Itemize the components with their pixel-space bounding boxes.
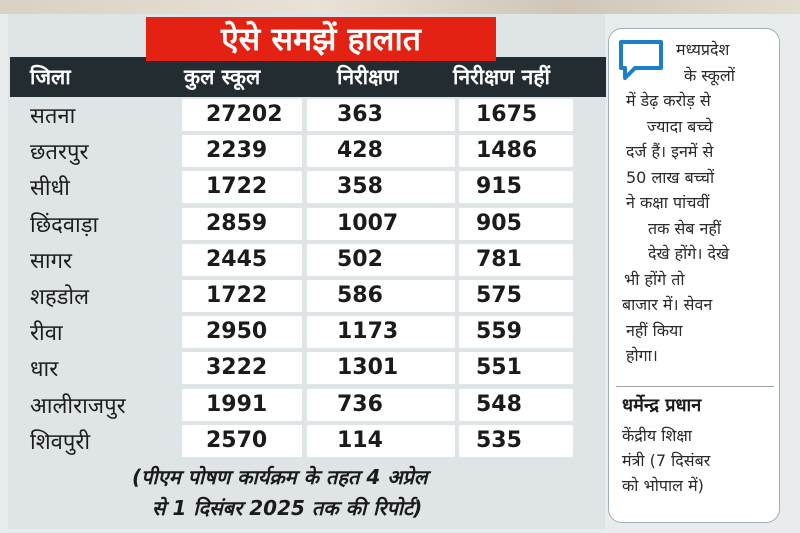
quote-line: होगा। <box>626 346 658 365</box>
cell-not-inspected: 535 <box>476 427 522 453</box>
quote-line: ने कक्षा पांचवीं <box>626 193 710 212</box>
cell-not-inspected: 559 <box>476 319 522 345</box>
cell-inspected: 736 <box>337 391 383 417</box>
cell-not-inspected: 1675 <box>476 102 538 127</box>
cell-schools: 3222 <box>206 355 268 381</box>
column-header-not-inspected: निरीक्षण नहीं <box>453 65 550 89</box>
cell-inspected: 502 <box>337 246 383 272</box>
cell-not-inspected: 915 <box>476 174 522 200</box>
district-cell: छतरपुर <box>30 140 89 166</box>
quote-divider <box>616 386 774 387</box>
quote-line: मध्यप्रदेश <box>676 40 730 59</box>
cell-inspected: 363 <box>337 102 383 127</box>
district-cell: छिंदवाड़ा <box>30 212 99 238</box>
column-header-district: जिला <box>30 65 71 89</box>
cell-not-inspected: 575 <box>476 283 522 308</box>
quote-line: के स्कूलों <box>684 65 735 85</box>
speaker-role-line: मंत्री (7 दिसंबर <box>622 451 711 470</box>
cell-not-inspected: 905 <box>476 210 522 236</box>
cell-schools: 2950 <box>206 319 268 345</box>
quote-line: नहीं किया <box>626 320 683 340</box>
cell-schools: 1722 <box>206 283 268 308</box>
district-cell: आलीराजपुर <box>30 393 126 419</box>
quote-line: में डेढ़ करोड़ से <box>626 91 711 110</box>
cell-not-inspected: 1486 <box>476 138 538 164</box>
cell-not-inspected: 551 <box>476 355 522 381</box>
cell-not-inspected: 781 <box>476 246 522 272</box>
district-cell: शहडोल <box>30 285 90 310</box>
cell-schools: 1722 <box>206 174 268 200</box>
cell-inspected: 428 <box>337 138 383 164</box>
quote-line: ज्यादा बच्चे <box>647 116 713 136</box>
quote-icon <box>619 40 663 80</box>
speaker-name: धर्मेन्द्र प्रधान <box>622 395 702 416</box>
previous-article-strip <box>0 0 800 14</box>
speaker-role-line: केंद्रीय शिक्षा <box>622 426 692 445</box>
headline: ऐसे समझें हालात <box>146 17 496 61</box>
cell-inspected: 1007 <box>337 210 399 236</box>
cell-schools: 2445 <box>206 246 268 272</box>
column-header-total-schools: कुल स्कूल <box>184 65 261 89</box>
speaker-role-line: को भोपाल में) <box>622 476 704 495</box>
quote-line: 50 लाख बच्चों <box>626 167 715 187</box>
quote-line: बाजार में। सेवन <box>622 295 713 314</box>
quote-line: देखे होंगे। देखे <box>648 244 730 263</box>
district-cell: सागर <box>30 248 72 274</box>
quote-line: भी होंगे तो <box>624 269 685 289</box>
quote-line: दर्ज हैं। इनमें से <box>626 142 714 161</box>
cell-schools: 1991 <box>206 391 268 417</box>
district-cell: रीवा <box>30 321 63 347</box>
cell-schools: 2239 <box>206 138 268 164</box>
district-cell: धार <box>30 357 59 383</box>
cell-schools: 2570 <box>206 427 268 453</box>
cell-inspected: 586 <box>337 283 383 308</box>
district-cell: सतना <box>30 104 76 129</box>
cell-inspected: 1301 <box>337 355 399 381</box>
cell-schools: 2859 <box>206 210 268 236</box>
quote-line: तक सेब नहीं <box>648 218 722 238</box>
cell-schools: 27202 <box>206 102 283 127</box>
footnote-line-1: (पीएम पोषण कार्यक्रम के तहत 4 अप्रेल <box>132 465 428 489</box>
column-header-inspected: निरीक्षण <box>337 65 399 89</box>
cell-not-inspected: 548 <box>476 391 522 417</box>
district-cell: शिवपुरी <box>30 429 91 455</box>
cell-inspected: 1173 <box>337 319 399 345</box>
cell-inspected: 114 <box>337 427 383 453</box>
district-cell: सीधी <box>30 176 70 202</box>
cell-inspected: 358 <box>337 174 383 200</box>
footnote-line-2: से 1 दिसंबर 2025 तक की रिपोर्ट) <box>152 496 423 520</box>
